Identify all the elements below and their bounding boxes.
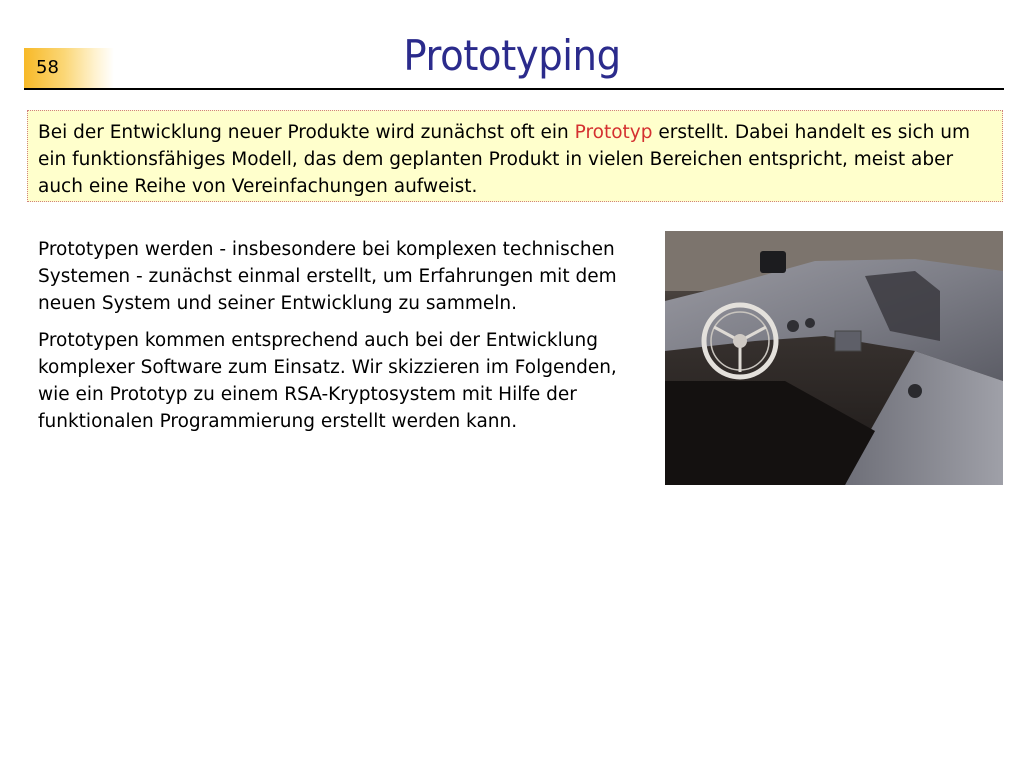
intro-box (27, 110, 1003, 202)
intro-highlight-term: Prototyp (574, 122, 653, 143)
intro-text-before: Bei der Entwicklung neuer Produkte wird zunächst oft ein (38, 122, 575, 143)
car-interior-illustration (665, 231, 1003, 485)
slide-title: Prototyping (403, 31, 621, 80)
page-number: 58 (36, 57, 59, 78)
title-divider (24, 88, 1004, 90)
car-prototype-photo (665, 231, 1003, 485)
intro-text-after: erstellt. Dabei handelt es sich um ein funktionsfähiges Modell, das dem geplanten Produkt in vielen Bereichen entspricht, meist aber auch eine Reihe von Vereinfachungen aufweist. (38, 122, 971, 197)
body-paragraph-1: Prototypen werden - insbesondere bei komplexen technischen Systemen - zunächst einmal erstellt, um Erfahrungen mit dem neuen System und seiner Entwicklung zu sammeln. (38, 239, 617, 314)
body-paragraph-2: Prototypen kommen entsprechend auch bei der Entwicklung komplexer Software zum Einsatz. Wir skizzieren im Folgenden, wie ein Prototyp zu einem RSA-Kryptosystem mit Hilfe der funktionalen Programmierung erstellt werden kann. (38, 330, 617, 432)
body-text (38, 236, 628, 445)
